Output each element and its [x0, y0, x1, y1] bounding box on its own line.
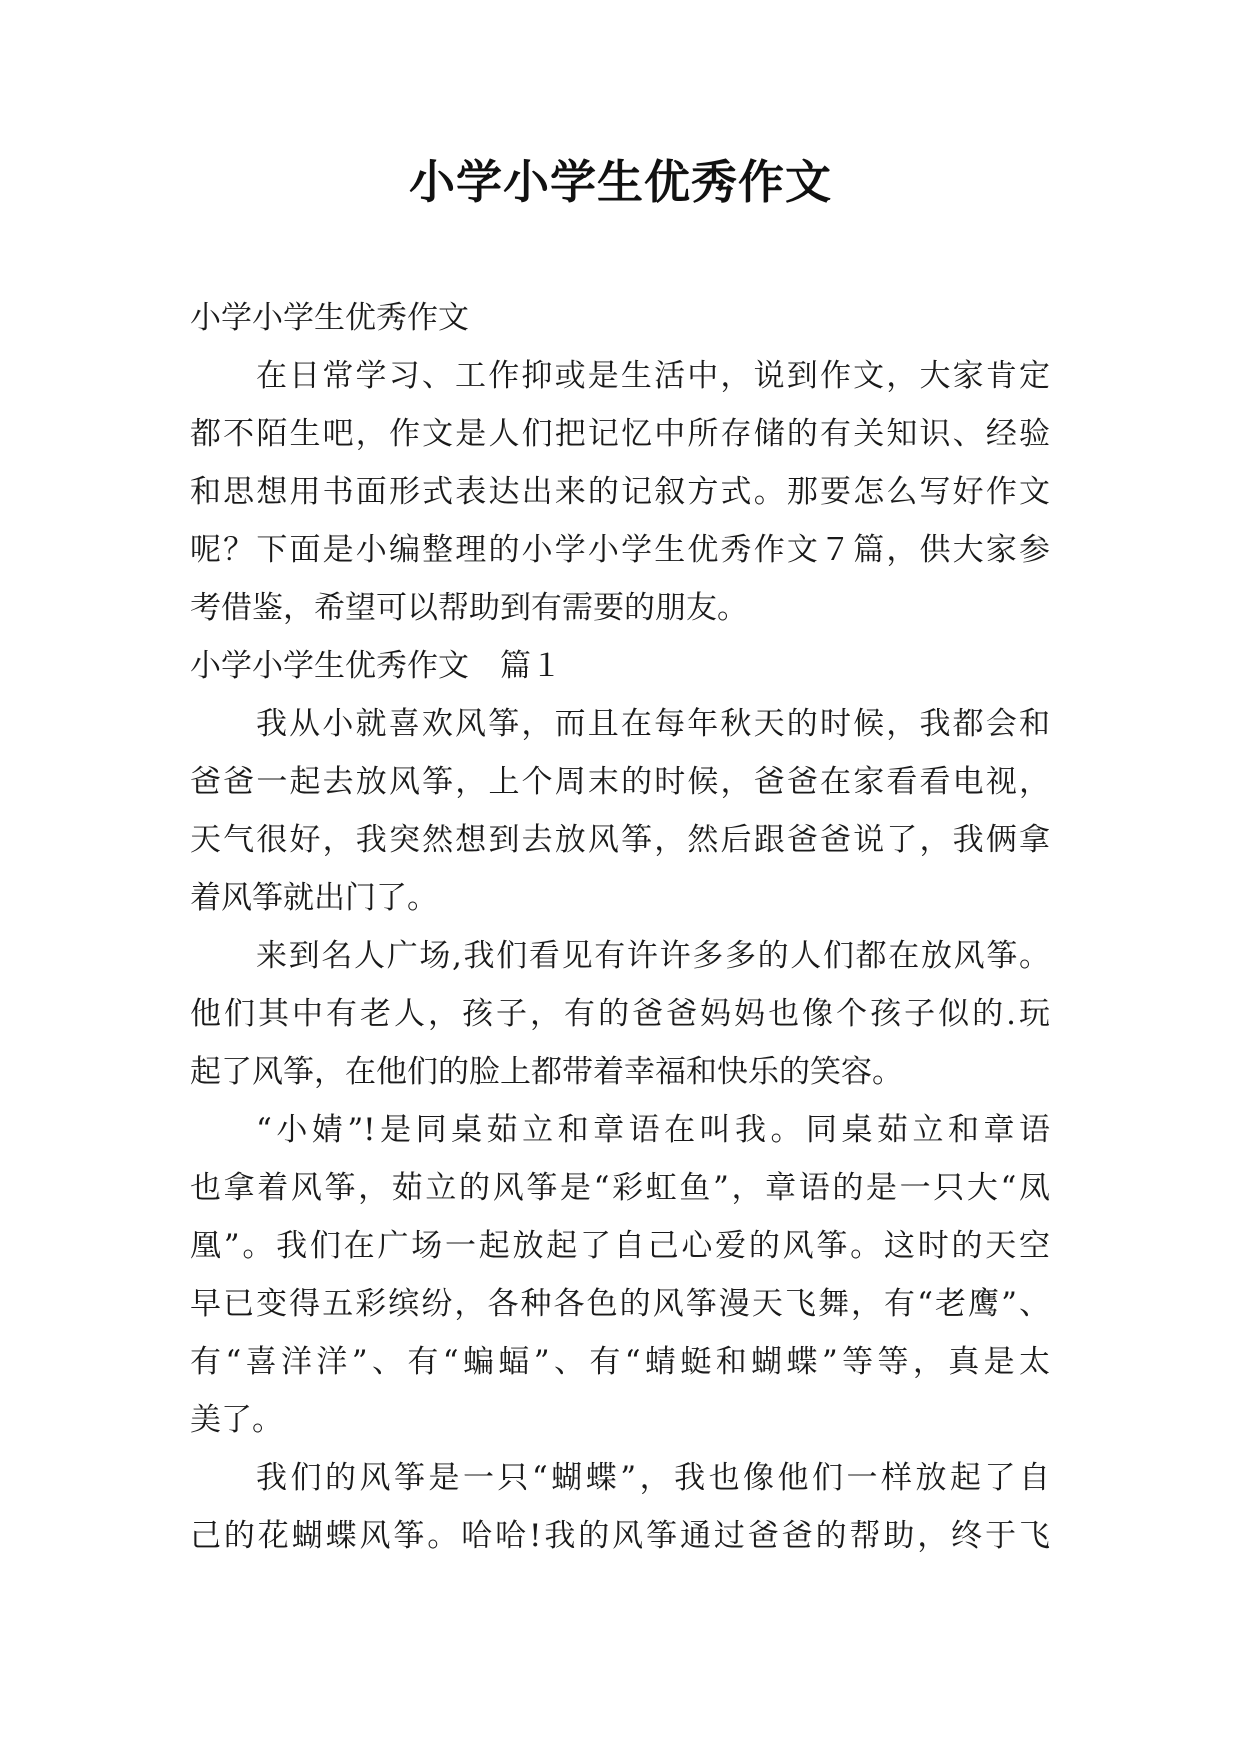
paragraph-line: 爸爸一起去放风筝，上个周末的时候，爸爸在家看看电视， — [190, 764, 1050, 800]
paragraph-line: 我们的风筝是一只“蝴蝶”，我也像他们一样放起了自 — [256, 1460, 1050, 1496]
paragraph-line: 美了。 — [190, 1402, 283, 1438]
paragraph-line: 起了风筝，在他们的脸上都带着幸福和快乐的笑容。 — [190, 1054, 903, 1090]
section-heading: 小学小学生优秀作文 篇１ — [190, 648, 562, 684]
paragraph-line: 有“喜洋洋”、有“蝙蝠”、有“蜻蜓和蝴蝶”等等，真是太 — [190, 1344, 1050, 1380]
intro-line: 都不陌生吧，作文是人们把记忆中所存储的有关知识、经验 — [190, 416, 1050, 452]
paragraph-line: 凰”。我们在广场一起放起了自己心爱的风筝。这时的天空 — [190, 1228, 1050, 1264]
paragraph-line: 着风筝就出门了。 — [190, 880, 438, 916]
subtitle: 小学小学生优秀作文 — [190, 300, 469, 336]
document-title: 小学小学生优秀作文 — [409, 155, 832, 209]
paragraph-line: 天气很好，我突然想到去放风筝，然后跟爸爸说了，我俩拿 — [190, 822, 1050, 858]
paragraph-line: 己的花蝴蝶风筝。哈哈!我的风筝通过爸爸的帮助，终于飞 — [190, 1518, 1050, 1554]
paragraph-line: 他们其中有老人，孩子，有的爸爸妈妈也像个孩子似的.玩 — [190, 996, 1050, 1032]
paragraph-line: 来到名人广场,我们看见有许许多多的人们都在放风筝。 — [256, 938, 1050, 974]
paragraph-line: “小婧”!是同桌茹立和章语在叫我。同桌茹立和章语 — [256, 1112, 1050, 1148]
paragraph-line: 也拿着风筝，茹立的风筝是“彩虹鱼”，章语的是一只大“凤 — [190, 1170, 1050, 1206]
intro-line: 呢？下面是小编整理的小学小学生优秀作文７篇，供大家参 — [190, 532, 1050, 568]
paragraph-line: 早已变得五彩缤纷，各种各色的风筝漫天飞舞，有“老鹰”、 — [190, 1286, 1050, 1322]
intro-line: 在日常学习、工作抑或是生活中，说到作文，大家肯定 — [256, 358, 1050, 394]
intro-line: 考借鉴，希望可以帮助到有需要的朋友。 — [190, 590, 748, 626]
intro-line: 和思想用书面形式表达出来的记叙方式。那要怎么写好作文 — [190, 474, 1050, 510]
paragraph-line: 我从小就喜欢风筝，而且在每年秋天的时候，我都会和 — [256, 706, 1050, 742]
